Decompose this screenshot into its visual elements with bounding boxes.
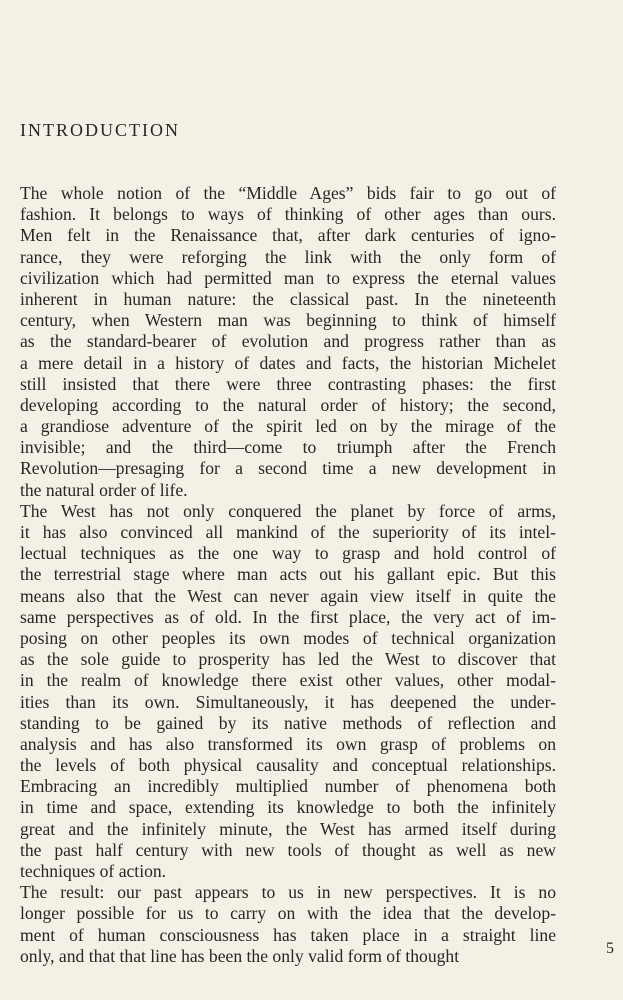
text-line: invisible; and the third—come to triumph after the French [20, 437, 556, 458]
text-line: the levels of both physical causality and conceptual relationships. [20, 755, 556, 776]
text-line: century, when Western man was beginning to think of himself [20, 310, 556, 331]
text-line: only, and that that line has been the only valid form of thought [20, 945, 460, 966]
text-line: the natural order of life. [20, 479, 188, 500]
text-line: analysis and has also transformed its own grasp of problems on [20, 733, 556, 754]
text-line: Embracing an incredibly multiplied number of phenomena both [20, 776, 556, 797]
text-line: developing according to the natural order of history; the second, [20, 394, 556, 415]
text-line: fashion. It belongs to ways of thinking of other ages than ours. [20, 204, 556, 225]
text-line: ities than its own. Simultaneously, it has deepened the under- [20, 691, 556, 712]
text-line: The whole notion of the “Middle Ages” bids fair to go out of [20, 183, 556, 203]
text-line: Men felt in the Renaissance that, after dark centuries of igno- [20, 225, 556, 246]
text-line: The result: our past appears to us in new perspectives. It is no [20, 882, 556, 903]
text-line: as the standard-bearer of evolution and progress rather than as [20, 331, 556, 352]
text-line: longer possible for us to carry on with the idea that the develop- [20, 903, 556, 924]
text-line: the terrestrial stage where man acts out his gallant epic. But this [20, 564, 556, 585]
text-line: in time and space, extending its knowledge to both the infinitely [20, 797, 556, 818]
text-line: a mere detail in a history of dates and facts, the historian Michelet [20, 352, 556, 373]
text-line: a grandiose adventure of the spirit led on by the mirage of the [20, 416, 556, 437]
page-number: 5 [606, 940, 614, 957]
text-line: civilization which had permitted man to express the eternal values [20, 267, 556, 288]
chapter-heading: INTRODUCTION [20, 120, 180, 140]
text-line: inherent in human nature: the classical past. In the nineteenth [20, 288, 556, 309]
text-line: the past half century with new tools of thought as well as new [20, 839, 556, 860]
body-text [20, 183, 556, 967]
text-line: techniques of action. [20, 861, 167, 881]
text-line: ment of human consciousness has taken place in a straight line [20, 924, 556, 945]
text-line: as the sole guide to prosperity has led the West to discover that [20, 649, 556, 670]
text-line: The West has not only conquered the planet by force of arms, [20, 500, 556, 521]
text-line: rance, they were reforging the link with the only form of [20, 246, 556, 267]
text-line: Revolution—presaging for a second time a new development in [20, 458, 556, 479]
text-line: means also that the West can never again view itself in quite the [20, 585, 556, 606]
text-line: it has also convinced all mankind of the superiority of its intel- [20, 522, 556, 542]
text-line: still insisted that there were three contrasting phases: the first [20, 373, 556, 394]
text-line: great and the infinitely minute, the West has armed itself during [20, 818, 556, 839]
text-line: lectual techniques as the one way to grasp and hold control of [20, 543, 556, 564]
text-line: in the realm of knowledge there exist other values, other modal- [20, 670, 556, 691]
text-line: standing to be gained by its native methods of reflection and [20, 712, 556, 733]
text-line: same perspectives as of old. In the first place, the very act of im- [20, 606, 556, 627]
text-line: posing on other peoples its own modes of technical organization [20, 627, 556, 648]
